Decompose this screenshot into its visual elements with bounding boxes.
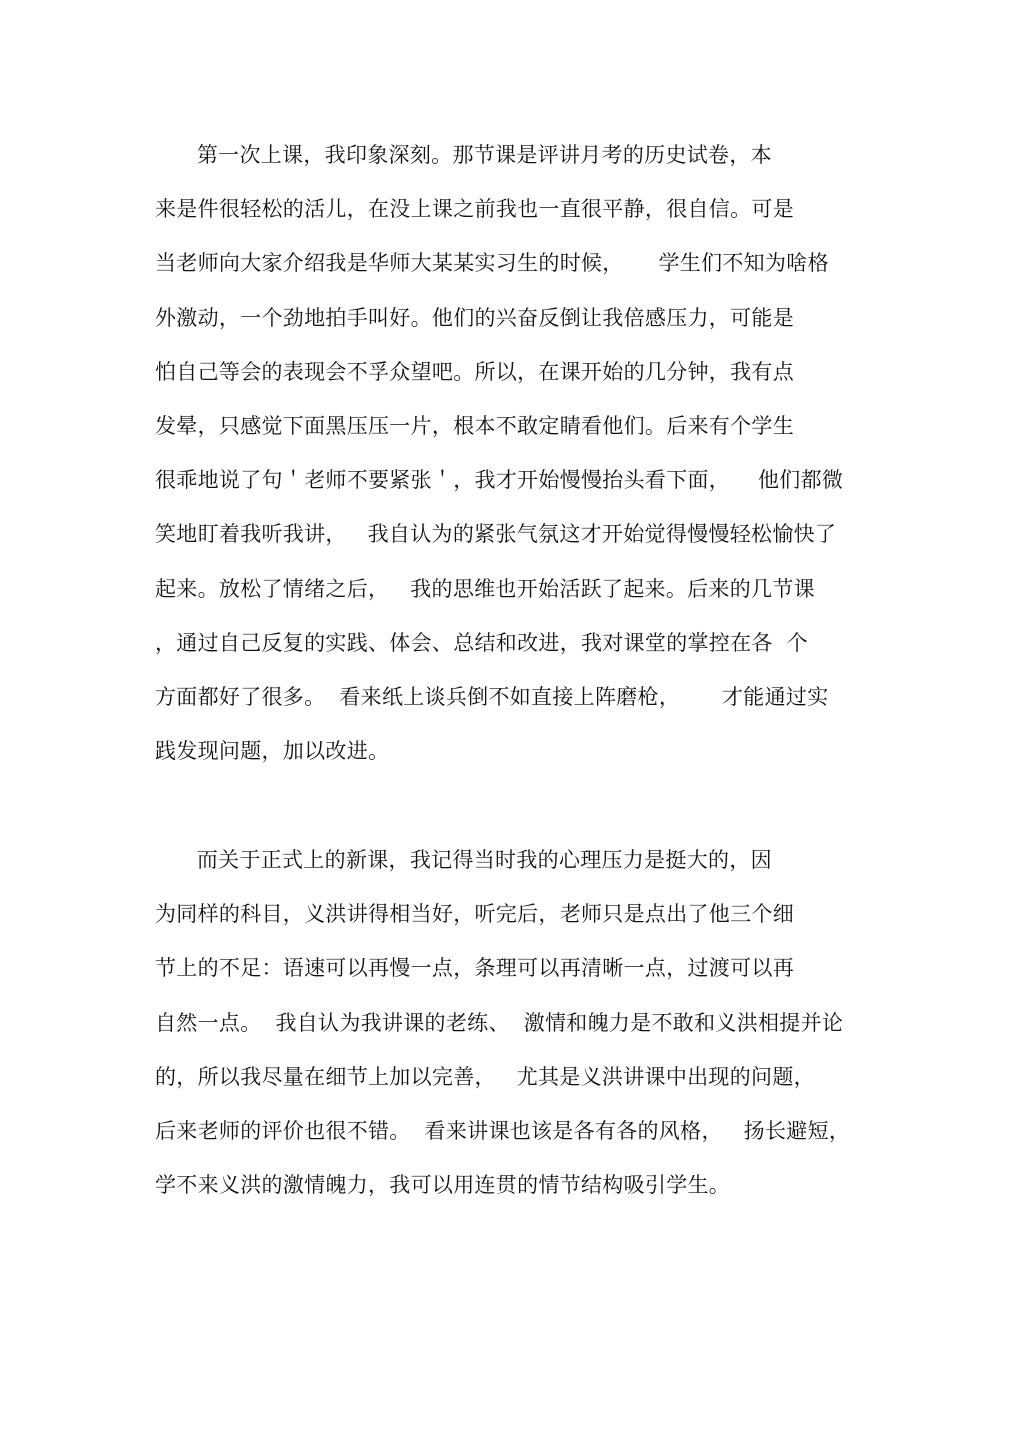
text-line: 笑地盯着我听我讲， 我自认为的紧张气氛这才开始觉得慢慢轻松愉快了	[155, 522, 837, 547]
text-line: 发晕，只感觉下面黑压压一片，根本不敢定睛看他们。后来有个学生	[155, 413, 794, 438]
paragraph-first-lesson	[155, 135, 875, 785]
text-line: 学不来义洪的激情魄力，我可以用连贯的情节结构吸引学生。	[155, 1173, 731, 1198]
text-line: 外激动，一个劲地拍手叫好。他们的兴奋反倒让我倍感压力，可能是	[155, 305, 794, 330]
text-line: ，通过自己反复的实践、体会、总结和改进，我对课堂的掌控在各 个	[155, 630, 808, 655]
text-line: 自然一点。 我自认为我讲课的老练、 激情和魄力是不敢和义洪相提并论	[155, 1010, 844, 1035]
text-line: 起来。放松了情绪之后， 我的思维也开始活跃了起来。后来的几节课	[155, 576, 815, 601]
text-line: 的，所以我尽量在细节上加以完善， 尤其是义洪讲课中出现的问题，	[155, 1064, 815, 1089]
text-line: 方面都好了很多。 看来纸上谈兵倒不如直接上阵磨枪， 才能通过实	[155, 684, 829, 709]
paragraph-new-lesson	[155, 840, 875, 1219]
text-line: 当老师向大家介绍我是华师大某某实习生的时候， 学生们不知为啥格	[155, 251, 829, 276]
text-line: 怕自己等会的表现会不孚众望吧。所以，在课开始的几分钟，我有点	[155, 359, 794, 384]
text-line: 践发现问题，加以改进。	[155, 739, 390, 764]
text-line: 后来老师的评价也很不错。 看来讲课也该是各有各的风格， 扬长避短，	[155, 1118, 851, 1143]
text-line: 第一次上课，我印象深刻。那节课是评讲月考的历史试卷，本	[155, 143, 772, 167]
text-line: 节上的不足：语速可以再慢一点，条理可以再清晰一点，过渡可以再	[155, 956, 794, 981]
text-line: 来是件很轻松的活儿，在没上课之前我也一直很平静，很自信。可是	[155, 197, 794, 222]
text-line: 很乖地说了句＇老师不要紧张＇，我才开始慢慢抬头看下面， 他们都微	[155, 468, 844, 493]
text-line: 为同样的科目，义洪讲得相当好，听完后，老师只是点出了他三个细	[155, 902, 794, 927]
text-line: 而关于正式上的新课，我记得当时我的心理压力是挺大的，因	[155, 848, 772, 872]
